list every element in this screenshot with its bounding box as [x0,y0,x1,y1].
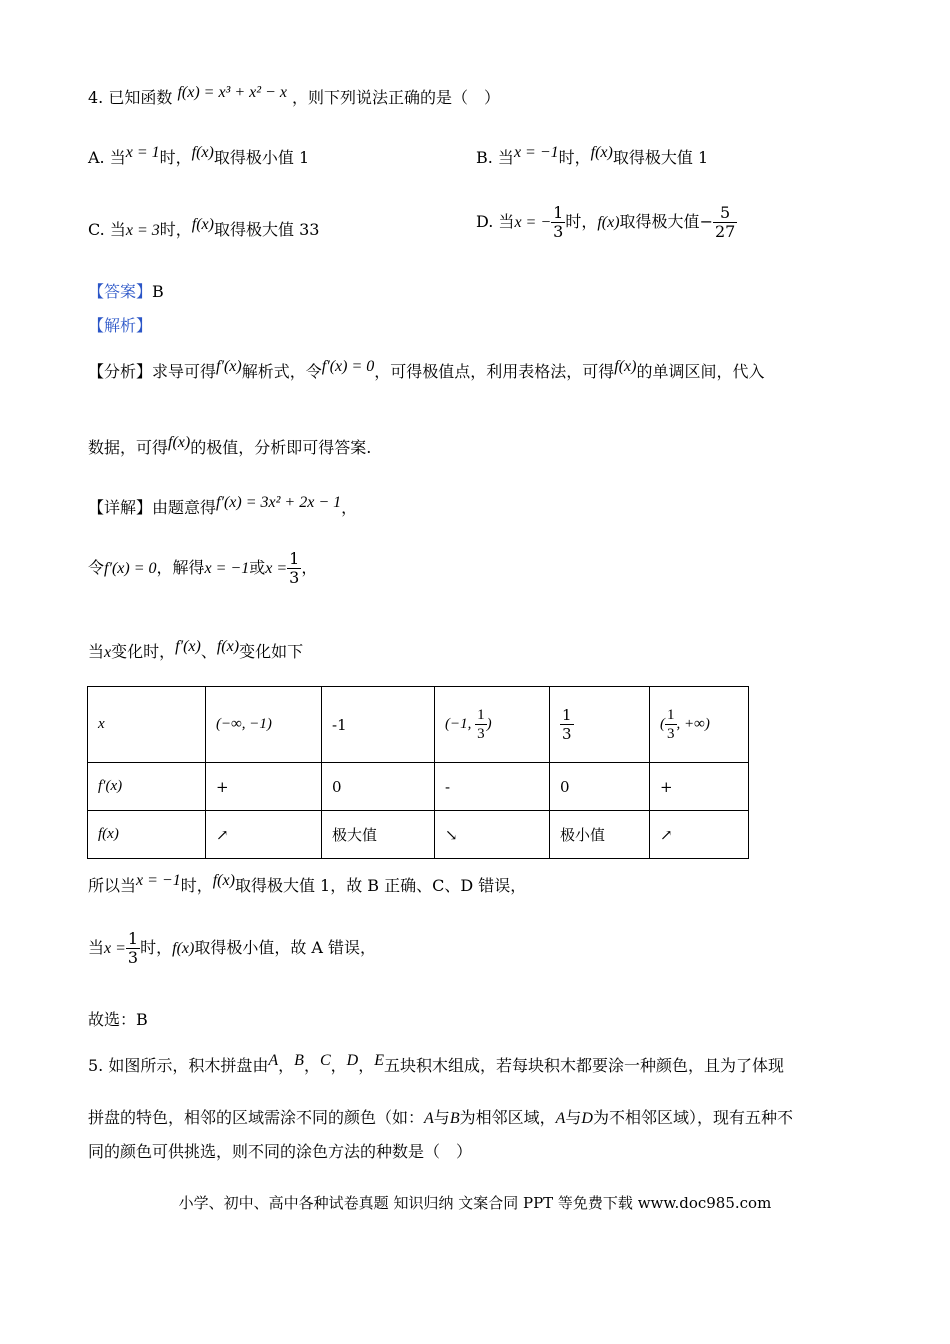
q5-line-3: 同的颜色可供挑选，则不同的涂色方法的种数是（ ） [88,1142,473,1161]
q5-line-1: 5. 如图所示，积木拼盘由A，B，C，D，E五块积木组成，若每块积木都要涂一种颜色，且为了体现 [88,1052,785,1075]
table-cell: f′(x) [88,763,206,811]
table-cell: + [650,763,749,811]
option-c: C. 当x = 3时，f(x)取得极大值 33 [88,216,320,239]
table-cell: - [435,763,550,811]
function-expression: f(x) = x³ + x² − x [177,84,287,101]
table-cell: (−∞, −1) [206,687,322,763]
table-cell: ( $\frac{1}{3}$ , +∞) [650,687,749,763]
table-cell: (−1, $\frac{1}{3}$ ) [435,687,550,763]
q4-stem: 4. 已知函数 f(x) = x³ + x² − x ，则下列说法正确的是（ ） [88,84,501,107]
table-cell: 极小值 [550,811,650,859]
final-choice: 故选：B [88,1010,148,1029]
conclusion-line-2: 当x = $\frac{1}{3}$ 时，f(x)取得极小值，故 A 错误， [88,929,377,967]
option-b: B. 当x = −1时，f(x)取得极大值 1 [476,144,709,167]
fraction: $\frac{1}{3}$ [667,707,675,742]
fraction: $\frac{1}{3}$ [553,203,564,241]
table-cell: x [88,687,206,763]
table-row [88,811,749,859]
answer-line: 【答案】B [88,282,164,301]
fenxi-line-2: 数据，可得f(x)的极值，分析即可得答案. [88,434,372,457]
table-row [88,687,749,763]
option-d: D. 当x = − $\frac{1}{3}$ 时，f(x)取得极大值− $\frac{5}{27}$ [476,203,736,241]
analysis-label: 【解析】 [88,316,153,335]
table-cell: -1 [322,687,435,763]
table-cell: + [206,763,322,811]
option-a: A. 当x = 1时，f(x)取得极小值 1 [88,144,310,167]
table-cell [550,687,650,763]
table-cell: 0 [322,763,435,811]
fraction: $\frac{1}{3}$ [127,929,139,967]
fraction: $\frac{1}{3}$ [477,707,485,742]
table-cell: ↘ [435,811,550,859]
table-cell: f(x) [88,811,206,859]
variation-table [87,686,749,859]
fraction: $\frac{1}{3}$ [289,549,300,587]
q5-line-2: 拼盘的特色，相邻的区域需涂不同的颜色（如：A与B为相邻区域，A与D为不相邻区域），现有五种不 [88,1108,793,1127]
fenxi-line-1: 【分析】求导可得f′(x)解析式，令f′(x) = 0，可得极值点，利用表格法，可得f(x)的单调区间，代入 [88,358,765,381]
fraction: $\frac{5}{27}$ [714,203,736,241]
conclusion-line-1: 所以当x = −1时，f(x)取得极大值 1，故 B 正确、C、D 错误， [88,872,527,895]
page-footer: 小学、初中、高中各种试卷真题 知识归纳 文案合同 PPT 等免费下载 www.doc985.com [178,1194,772,1212]
xiangjie-line-2: 令f′(x) = 0，解得x = −1或x = $\frac{1}{3}$ ， [88,549,318,587]
table-cell: ↗ [206,811,322,859]
xiangjie-line-3: 当x变化时，f′(x)、f(x)变化如下 [88,638,304,661]
table-cell: 极大值 [322,811,435,859]
fraction: $\frac{1}{3}$ [562,706,572,743]
table-cell: ↗ [650,811,749,859]
table-row [88,763,749,811]
xiangjie-line-1: 【详解】由题意得f′(x) = 3x² + 2x − 1， [88,494,358,517]
table-cell: 0 [550,763,650,811]
